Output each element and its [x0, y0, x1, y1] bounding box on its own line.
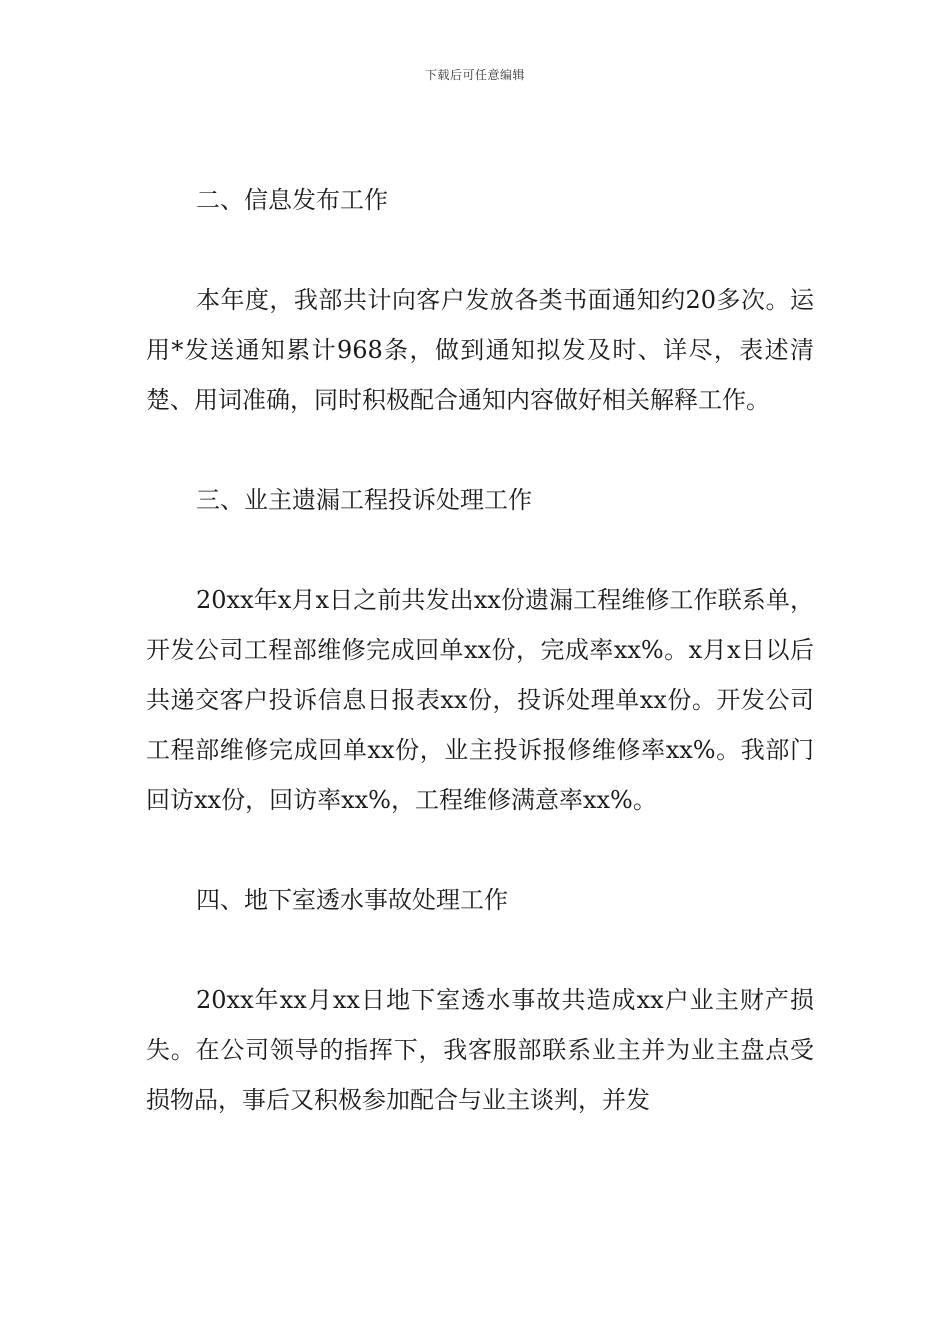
document-body: [146, 175, 814, 1125]
spacer: [146, 525, 814, 575]
section-paragraph: 本年度，我部共计向客户发放各类书面通知约20多次。运用*发送通知累计968条，做到通知拟发及时、详尽，表述清楚、用词准确，同时积极配合通知内容做好相关解释工作。: [146, 286, 814, 414]
section-paragraph: 20xx年x月x日之前共发出xx份遗漏工程维修工作联系单，开发公司工程部维修完成回单xx份，完成率xx%。x月x日以后共递交客户投诉信息日报表xx份，投诉处理单xx份。开发公司工程部维修完成回单xx份，业主投诉报修维修率xx%。我部门回访xx份，回访率xx%，工程维修满意率xx%。: [146, 586, 814, 814]
section-heading: 二、信息发布工作: [196, 186, 388, 214]
section-heading: 三、业主遗漏工程投诉处理工作: [196, 486, 532, 514]
header-note: 下载后可任意编辑: [424, 68, 525, 82]
section-paragraph: 20xx年xx月xx日地下室透水事故共造成xx户业主财产损失。在公司领导的指挥下，我客服部联系业主并为业主盘点受损物品，事后又积极参加配合与业主谈判，并发: [146, 986, 814, 1114]
spacer: [146, 925, 814, 975]
spacer: [146, 825, 814, 875]
spacer: [146, 225, 814, 275]
section-heading: 四、地下室透水事故处理工作: [196, 886, 508, 914]
spacer: [146, 425, 814, 475]
